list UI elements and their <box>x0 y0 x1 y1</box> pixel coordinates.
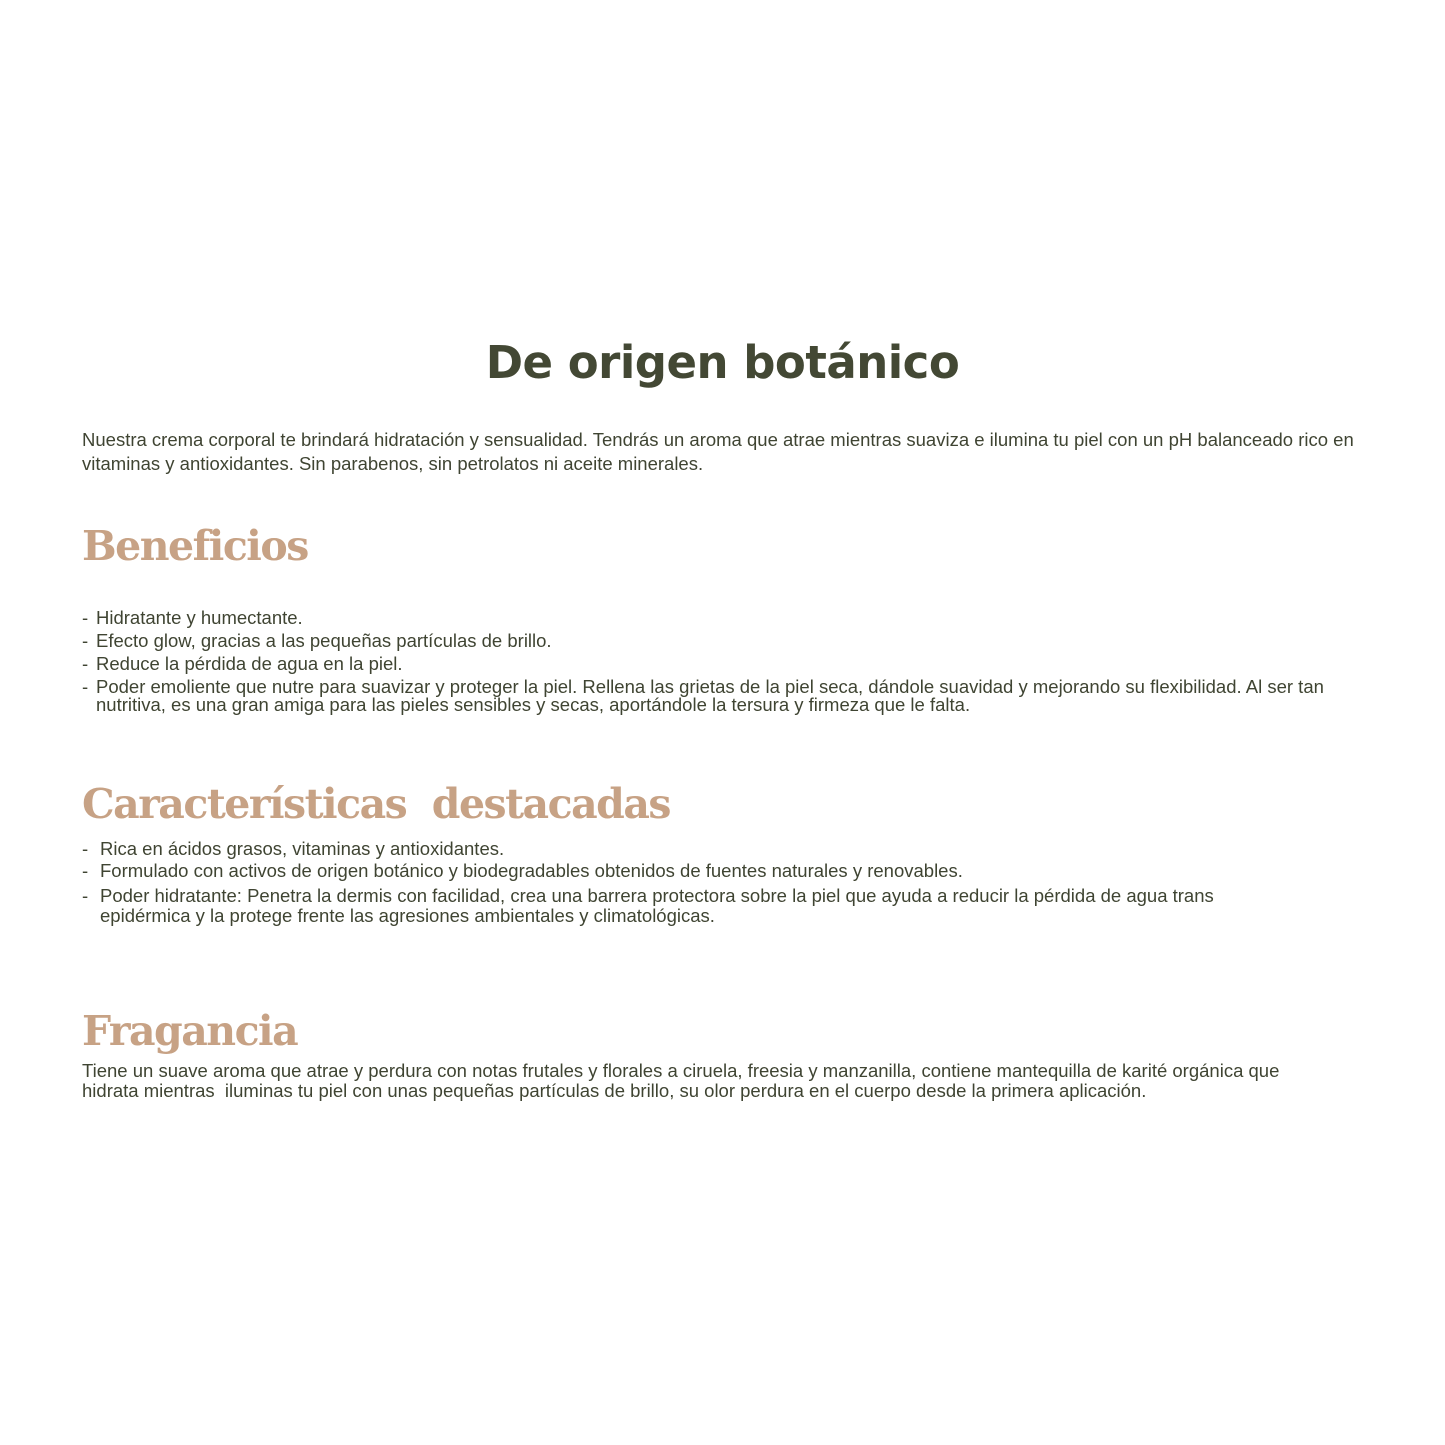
features-heading: Características destacadas <box>82 780 670 828</box>
page-title: De origen botánico <box>485 336 960 389</box>
list-item <box>82 678 1382 714</box>
list-item <box>82 629 1382 652</box>
list-item-text: Poder hidratante: Penetra la dermis con facilidad, crea una barrera protectora sobre la piel que ayuda a reducir la pérdida de agua trans epidérmica y la protege frente las agresiones ambientales y climatológicas. <box>100 885 1214 926</box>
list-bullet: - <box>82 630 89 651</box>
list-item <box>82 860 1262 882</box>
intro-paragraph: Nuestra crema corporal te brindará hidratación y sensualidad. Tendrás un aroma que atrae mientras suaviza e ilumina tu piel con un pH balanceado rico en vitaminas y antioxidantes. Sin parabenos, sin petrolatos ni aceite minerales. <box>82 429 1354 474</box>
benefits-heading: Beneficios <box>82 522 308 570</box>
fragrance-paragraph: Tiene un suave aroma que atrae y perdura con notas frutales y florales a ciruela, freesia y manzanilla, contiene mantequilla de karité orgánica que hidrata mientras iluminas tu piel con unas pequeñas partículas de brillo, su olor perdura en el cuerpo desde la primera aplicación. <box>82 1060 1285 1101</box>
list-bullet: - <box>82 860 89 881</box>
benefits-list <box>82 606 1382 714</box>
list-item-text: Reduce la pérdida de agua en la piel. <box>96 653 403 674</box>
list-item-text: Formulado con activos de origen botánico y biodegradables obtenidos de fuentes naturales y renovables. <box>100 860 963 881</box>
features-list <box>82 838 1262 926</box>
list-item <box>82 886 1262 926</box>
list-item-text: Poder emoliente que nutre para suavizar y proteger la piel. Rellena las grietas de la piel seca, dándole suavidad y mejorando su flexibilidad. Al ser tan nutritiva, es una gran amiga para las pieles sensibles y secas, aportándole la tersura y firmeza que le falta. <box>96 676 1324 715</box>
list-item <box>82 652 1382 675</box>
list-item-text: Efecto glow, gracias a las pequeñas partículas de brillo. <box>96 630 552 651</box>
list-bullet: - <box>82 676 89 697</box>
list-bullet: - <box>82 653 89 674</box>
list-bullet: - <box>82 838 89 859</box>
list-item-text: Hidratante y humectante. <box>96 607 303 628</box>
list-bullet: - <box>82 885 89 906</box>
list-item-text: Rica en ácidos grasos, vitaminas y antioxidantes. <box>100 838 505 859</box>
fragrance-heading: Fragancia <box>82 1007 298 1055</box>
list-item <box>82 838 1262 860</box>
list-item <box>82 606 1382 629</box>
list-bullet: - <box>82 607 89 628</box>
